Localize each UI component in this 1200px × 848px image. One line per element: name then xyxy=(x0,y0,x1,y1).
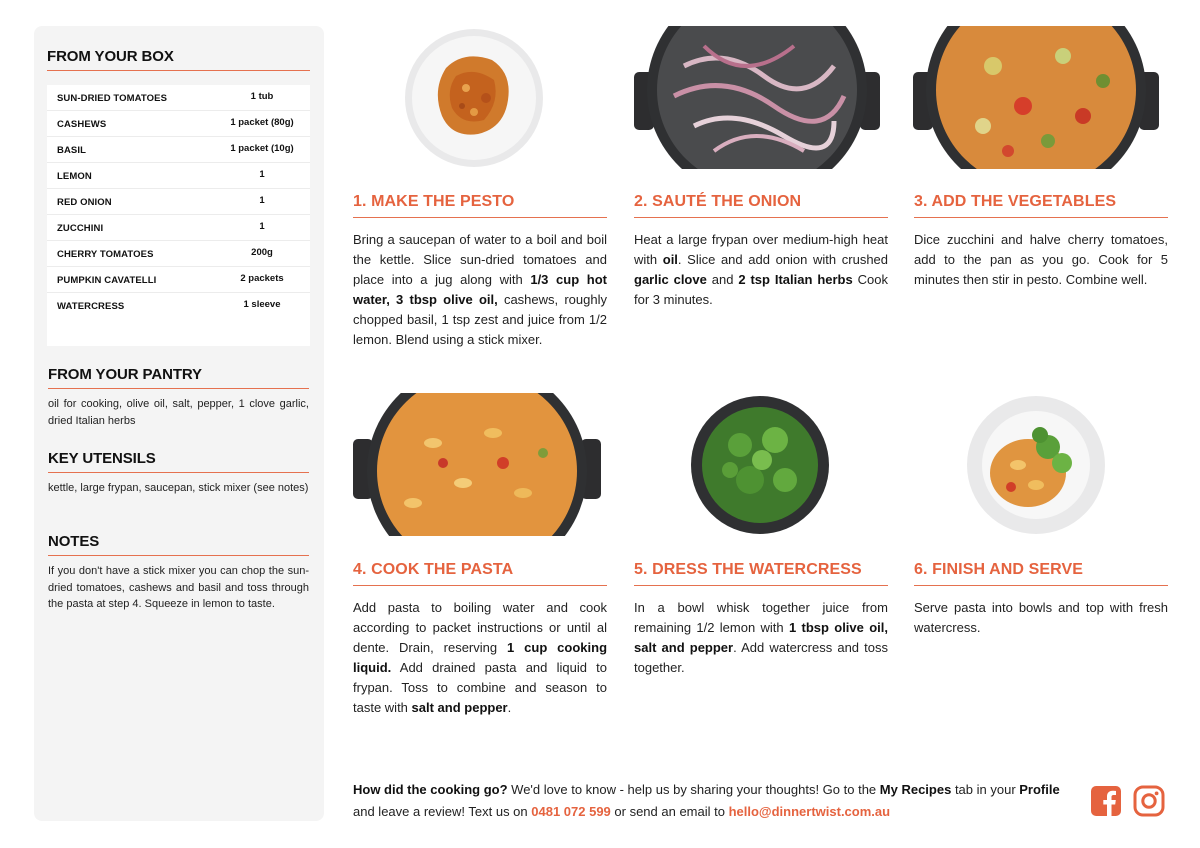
ingredient-row xyxy=(47,215,310,241)
emphasis-text: How did the cooking go? xyxy=(353,782,508,797)
body-text: Serve pasta into bowls and top with fresh watercress. xyxy=(914,600,1168,635)
emphasis-text: oil xyxy=(662,252,678,267)
body-text: . xyxy=(507,700,512,715)
step-divider xyxy=(914,217,1168,218)
emphasis-text: Profile xyxy=(1019,782,1060,797)
body-text: Bring a saucepan of water to a boil and boil the kettle. Slice sun-dried tomatoes and place into a jug along with xyxy=(353,232,607,287)
step-divider xyxy=(353,217,607,218)
facebook-link[interactable] xyxy=(1090,785,1122,822)
emphasis-text: My Recipes xyxy=(879,782,952,797)
step-2 xyxy=(634,193,888,310)
step-divider xyxy=(634,585,888,586)
heading-divider xyxy=(48,472,309,473)
step-3-photo xyxy=(913,26,1159,169)
emphasis-text: 1 tbsp olive oil, salt and pepper xyxy=(634,620,888,655)
ingredient-row xyxy=(47,111,310,137)
step-4-photo xyxy=(353,393,601,536)
body-text: and leave a review! Text us on xyxy=(353,803,532,819)
ingredients-sidebar xyxy=(34,26,324,821)
utensils-heading: KEY UTENSILS xyxy=(48,450,156,467)
notes-text: If you don't have a stick mixer you can chop the sun-dried tomatoes, cashews and basil and toss through the pasta at step 4. Squeeze in lemon to taste. xyxy=(48,565,309,610)
ingredient-name: CASHEWS xyxy=(57,119,107,130)
step-divider xyxy=(914,585,1168,586)
ingredient-name: LEMON xyxy=(57,171,92,182)
instagram-icon xyxy=(1133,785,1165,817)
ingredient-quantity: 1 tub xyxy=(250,91,274,102)
ingredient-name: ZUCCHINI xyxy=(57,223,104,234)
emphasis-text: garlic clove xyxy=(634,272,707,287)
body-text: In a bowl whisk together juice from remaining 1/2 lemon with xyxy=(634,600,888,635)
step-text xyxy=(634,230,888,310)
step-6 xyxy=(914,561,1168,638)
step-5 xyxy=(634,561,888,678)
ingredient-quantity: 2 packets xyxy=(240,273,284,284)
ingredient-name: WATERCRESS xyxy=(57,301,125,312)
emphasis-text: salt and pepper xyxy=(411,700,508,715)
emphasis-text: 2 tsp Italian herbs xyxy=(738,272,853,287)
body-text: Add pasta to boiling water and cook according to packet instructions or until al dente. Drain, reserving xyxy=(353,600,607,655)
ingredient-quantity: 1 xyxy=(259,221,265,232)
ingredient-quantity: 1 sleeve xyxy=(243,299,281,310)
contact-highlight: 0481 072 599 xyxy=(531,803,611,819)
pantry-heading: FROM YOUR PANTRY xyxy=(48,366,202,383)
pantry-text: oil for cooking, olive oil, salt, pepper, 1 clove garlic, dried Italian herbs xyxy=(48,398,309,427)
utensils-section xyxy=(48,450,309,497)
body-text: . Slice and add onion with crushed xyxy=(677,252,889,267)
facebook-icon xyxy=(1090,785,1122,817)
step-text xyxy=(914,230,1168,290)
from-your-box-heading: FROM YOUR BOX xyxy=(47,48,174,65)
body-text: Cook for 3 minutes. xyxy=(634,272,888,307)
ingredient-quantity: 1 xyxy=(259,195,265,206)
ingredient-row xyxy=(47,293,310,319)
step-title: 3. ADD THE VEGETABLES xyxy=(914,193,1117,210)
contact-highlight: hello@dinnertwist.com.au xyxy=(728,803,891,819)
body-text: Heat a large frypan over medium-high heat with xyxy=(634,232,888,267)
ingredient-name: SUN-DRIED TOMATOES xyxy=(57,93,168,104)
heading-divider xyxy=(47,70,310,71)
body-text: or send an email to xyxy=(610,803,729,819)
notes-section xyxy=(48,533,309,613)
ingredient-row xyxy=(47,163,310,189)
body-text: Dice zucchini and halve cherry tomatoes, add to the pan as you go. Cook for 5 minutes then stir in pesto. Combine well. xyxy=(914,232,1168,287)
body-text: . Add watercress and toss together. xyxy=(634,640,889,675)
step-text xyxy=(353,230,607,350)
body-text: tab in your xyxy=(951,782,1020,797)
ingredient-name: CHERRY TOMATOES xyxy=(57,249,154,260)
ingredient-name: RED ONION xyxy=(57,197,112,208)
notes-heading: NOTES xyxy=(48,533,100,550)
heading-divider xyxy=(48,555,309,556)
step-text xyxy=(634,598,888,678)
step-title: 2. SAUTÉ THE ONION xyxy=(634,193,802,210)
ingredient-quantity: 200g xyxy=(251,247,273,258)
instagram-link[interactable] xyxy=(1133,785,1165,822)
step-divider xyxy=(353,585,607,586)
body-text: We'd love to know - help us by sharing your thoughts! Go to the xyxy=(507,782,880,797)
ingredient-row xyxy=(47,267,310,293)
step-text xyxy=(353,598,607,718)
ingredient-quantity: 1 packet (10g) xyxy=(230,143,294,154)
step-title: 5. DRESS THE WATERCRESS xyxy=(634,561,862,578)
ingredient-name: PUMPKIN CAVATELLI xyxy=(57,275,157,286)
step-1-photo xyxy=(404,28,544,168)
heading-divider xyxy=(48,388,309,389)
body-text: Add drained pasta and liquid to frypan. Toss to combine and season to taste with xyxy=(353,660,607,715)
utensils-text: kettle, large frypan, saucepan, stick mixer (see notes) xyxy=(48,482,309,494)
step-5-photo xyxy=(690,395,830,535)
step-divider xyxy=(634,217,888,218)
ingredient-row xyxy=(47,241,310,267)
ingredient-row xyxy=(47,189,310,215)
from-your-box-section xyxy=(47,48,310,71)
feedback-footer xyxy=(353,779,1073,822)
body-text: cashews, roughly chopped basil, 1 tsp zest and juice from 1/2 lemon. Blend using a stick mixer. xyxy=(353,292,607,347)
ingredient-name: BASIL xyxy=(57,145,86,156)
step-6-photo xyxy=(966,395,1106,535)
step-title: 1. MAKE THE PESTO xyxy=(353,193,515,210)
pantry-section xyxy=(48,366,309,429)
ingredient-quantity: 1 packet (80g) xyxy=(230,117,294,128)
ingredient-row xyxy=(47,85,310,111)
step-title: 4. COOK THE PASTA xyxy=(353,561,514,578)
emphasis-text: 1/3 cup hot water, 3 tbsp olive oil, xyxy=(353,272,608,307)
body-text: and xyxy=(706,272,739,287)
step-1 xyxy=(353,193,607,350)
ingredient-quantity: 1 xyxy=(259,169,265,180)
step-title: 6. FINISH AND SERVE xyxy=(914,561,1084,578)
emphasis-text: 1 cup cooking liquid. xyxy=(353,640,608,675)
step-2-photo xyxy=(634,26,880,169)
step-3 xyxy=(914,193,1168,290)
ingredient-row xyxy=(47,137,310,163)
step-4 xyxy=(353,561,607,718)
step-text xyxy=(914,598,1168,638)
ingredient-table xyxy=(47,85,310,346)
